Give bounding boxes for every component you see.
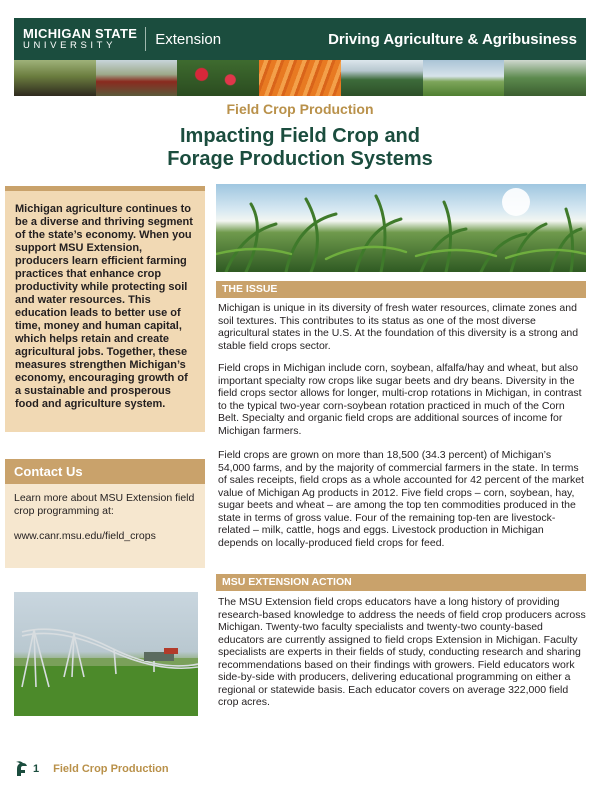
intro-callout <box>5 186 205 432</box>
tractor-photo <box>96 60 178 96</box>
page-number: 1 <box>33 763 40 775</box>
forest-photo <box>504 60 586 96</box>
action-paragraph-1: The MSU Extension field crops educators have a long history of providing research-based knowledge to address the needs of field crop producers across Michigan. Twenty-two faculty specialists and twenty-two county-based educators are currently assigned to field crops Extension in Michigan. Faculty specialists are experts in their fields of study, conducting research and sharing recommendations based on their findings with growers. Field educators work side-by-side with producers, delivering educational programming on either a regional or statewide basis. Each educator covers on average 322,000 field crop acres. <box>218 596 586 708</box>
brand-line2: UNIVERSITY <box>23 40 117 52</box>
contact-heading: Contact Us <box>5 459 205 484</box>
page-title <box>0 125 600 171</box>
spartan-helmet-icon <box>14 760 28 778</box>
header-bar <box>14 18 586 60</box>
contact-box <box>5 484 205 568</box>
issue-heading: THE ISSUE <box>216 281 586 298</box>
issue-paragraph-1: Michigan is unique in its diversity of fresh water resources, climate zones and soil textures. This contributes to its status as one of the most diverse agricultural states in the U.S. At the foundation of this diversity is a strong and stable field crops sector. <box>218 302 579 352</box>
header-banner <box>14 18 586 96</box>
msu-wordmark <box>23 27 137 51</box>
action-heading: MSU EXTENSION ACTION <box>216 574 586 591</box>
title-line1: Impacting Field Crop and <box>179 125 420 147</box>
title-line2: Forage Production Systems <box>167 148 433 170</box>
series-title: Field Crop Production <box>226 101 374 117</box>
logo-divider <box>145 27 146 51</box>
contact-text: Learn more about MSU Extension field crop programming at: <box>14 492 195 517</box>
trees-photo <box>341 60 423 96</box>
brand-line1: MICHIGAN STATE <box>23 26 138 42</box>
flowers-photo <box>177 60 259 96</box>
issue-paragraph-2: Field crops in Michigan include corn, soybean, alfalfa/hay and wheat, but also important specialty row crops like sugar beets and dry beans. Diversity in the field crops sector allows for longer, multi-crop rotations in Michigan, in contrast to the typical two-year corn-soybean rotation practiced in much of the Corn Belt. Specialty and organic field crops are additional sources of income for Michigan farmers. <box>218 362 582 437</box>
cattle-photo <box>14 60 96 96</box>
corn-illustration <box>216 184 586 272</box>
carrots-photo <box>259 60 341 96</box>
extension-label: Extension <box>155 30 222 48</box>
footer-label: Field Crop Production <box>53 763 169 775</box>
irrigation-photo <box>14 592 198 716</box>
intro-text: Michigan agriculture continues to be a diverse and thriving segment of the state’s economy. When you support MSU Extension, producers learn efficient farming practices that enhance crop productivity while protecting soil and water resources. This education leads to better use of time, money and human capital, which helps retain and create agricultural jobs. Together, these measures strengthen Michigan’s economy, encouraging growth of a sustainable and prosperous food and agriculture system. <box>15 203 193 410</box>
page-footer <box>14 760 169 778</box>
header-tagline: Driving Agriculture & Agribusiness <box>328 30 577 48</box>
golf-photo <box>423 60 505 96</box>
irrigation-illustration <box>14 592 198 716</box>
issue-paragraph-3: Field crops are grown on more than 18,500 (34.3 percent) of Michigan’s 54,000 farms, and by the majority of commercial farmers in the state. In terms of sales receipts, field crops as a whole accounted for 42 percent of the market value of Michigan Ag products in 2012. Five field crops – corn, soybean, hay, sugar beets and wheat – are among the top ten commodities produced in the state in terms of gross value. Four of the remaining top-ten are livestock-related – milk, cattle, hogs and eggs. Livestock production in Michigan depends on locally-produced field crops for feed. <box>218 449 584 549</box>
corn-field-photo <box>216 184 586 272</box>
header-photo-strip <box>14 60 586 96</box>
contact-url-link[interactable]: www.canr.msu.edu/field_crops <box>14 530 156 542</box>
